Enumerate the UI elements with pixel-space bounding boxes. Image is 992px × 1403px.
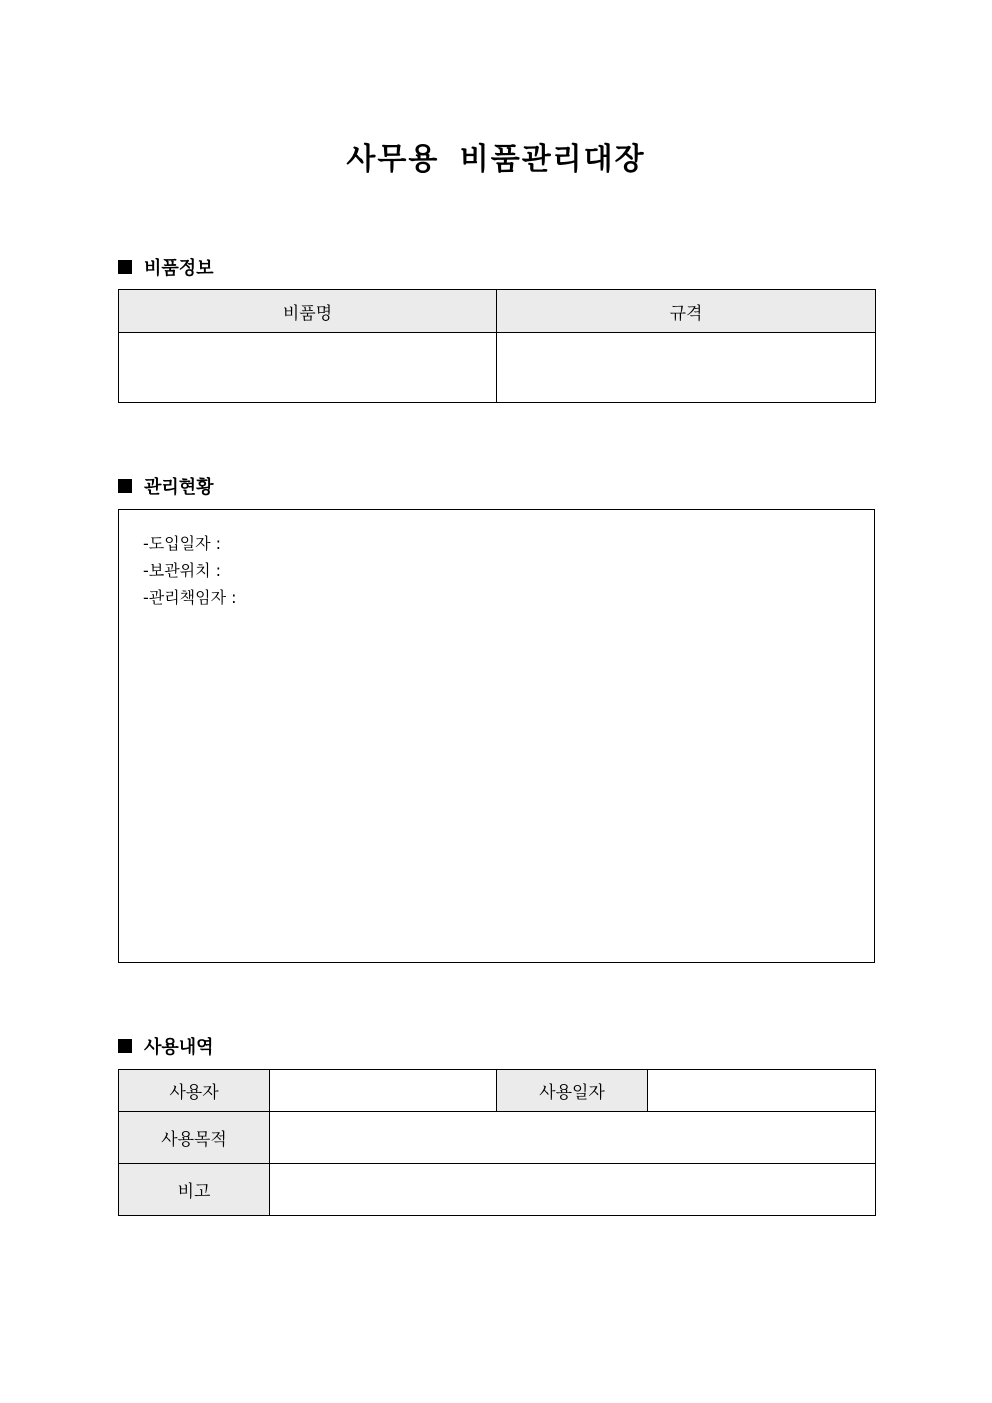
section-heading-usage-history	[118, 1033, 214, 1059]
note-label: 비고	[119, 1164, 270, 1216]
table-header-row	[119, 290, 876, 333]
table-row	[119, 1164, 876, 1216]
section-heading-management-status	[118, 473, 214, 499]
table-row	[119, 1112, 876, 1164]
page-title: 사무용 비품관리대장	[346, 142, 646, 177]
user-label: 사용자	[119, 1070, 270, 1112]
usage-date-field[interactable]	[648, 1070, 876, 1112]
spec-field[interactable]	[497, 333, 876, 403]
section-heading-label: 비품정보	[144, 258, 214, 279]
black-square-icon	[118, 479, 132, 493]
section-heading-item-info	[118, 254, 214, 280]
black-square-icon	[118, 1039, 132, 1053]
note-field[interactable]	[270, 1164, 876, 1216]
intro-date-line: -도입일자 :	[143, 534, 222, 553]
storage-location-line: -보관위치 :	[143, 561, 222, 580]
item-name-field[interactable]	[119, 333, 497, 403]
column-header-item-name: 비품명	[119, 290, 497, 333]
item-info-table	[118, 289, 876, 403]
table-row	[119, 1070, 876, 1112]
usage-date-label: 사용일자	[497, 1070, 648, 1112]
purpose-label: 사용목적	[119, 1112, 270, 1164]
section-heading-label: 관리현황	[144, 477, 214, 498]
management-status-box[interactable]	[118, 509, 875, 963]
section-heading-label: 사용내역	[144, 1037, 214, 1058]
usage-history-table	[118, 1069, 876, 1216]
table-row	[119, 333, 876, 403]
manager-line: -관리책임자 :	[143, 588, 237, 607]
purpose-field[interactable]	[270, 1112, 876, 1164]
column-header-spec: 규격	[497, 290, 876, 333]
status-lines	[143, 530, 237, 611]
black-square-icon	[118, 260, 132, 274]
user-field[interactable]	[270, 1070, 497, 1112]
